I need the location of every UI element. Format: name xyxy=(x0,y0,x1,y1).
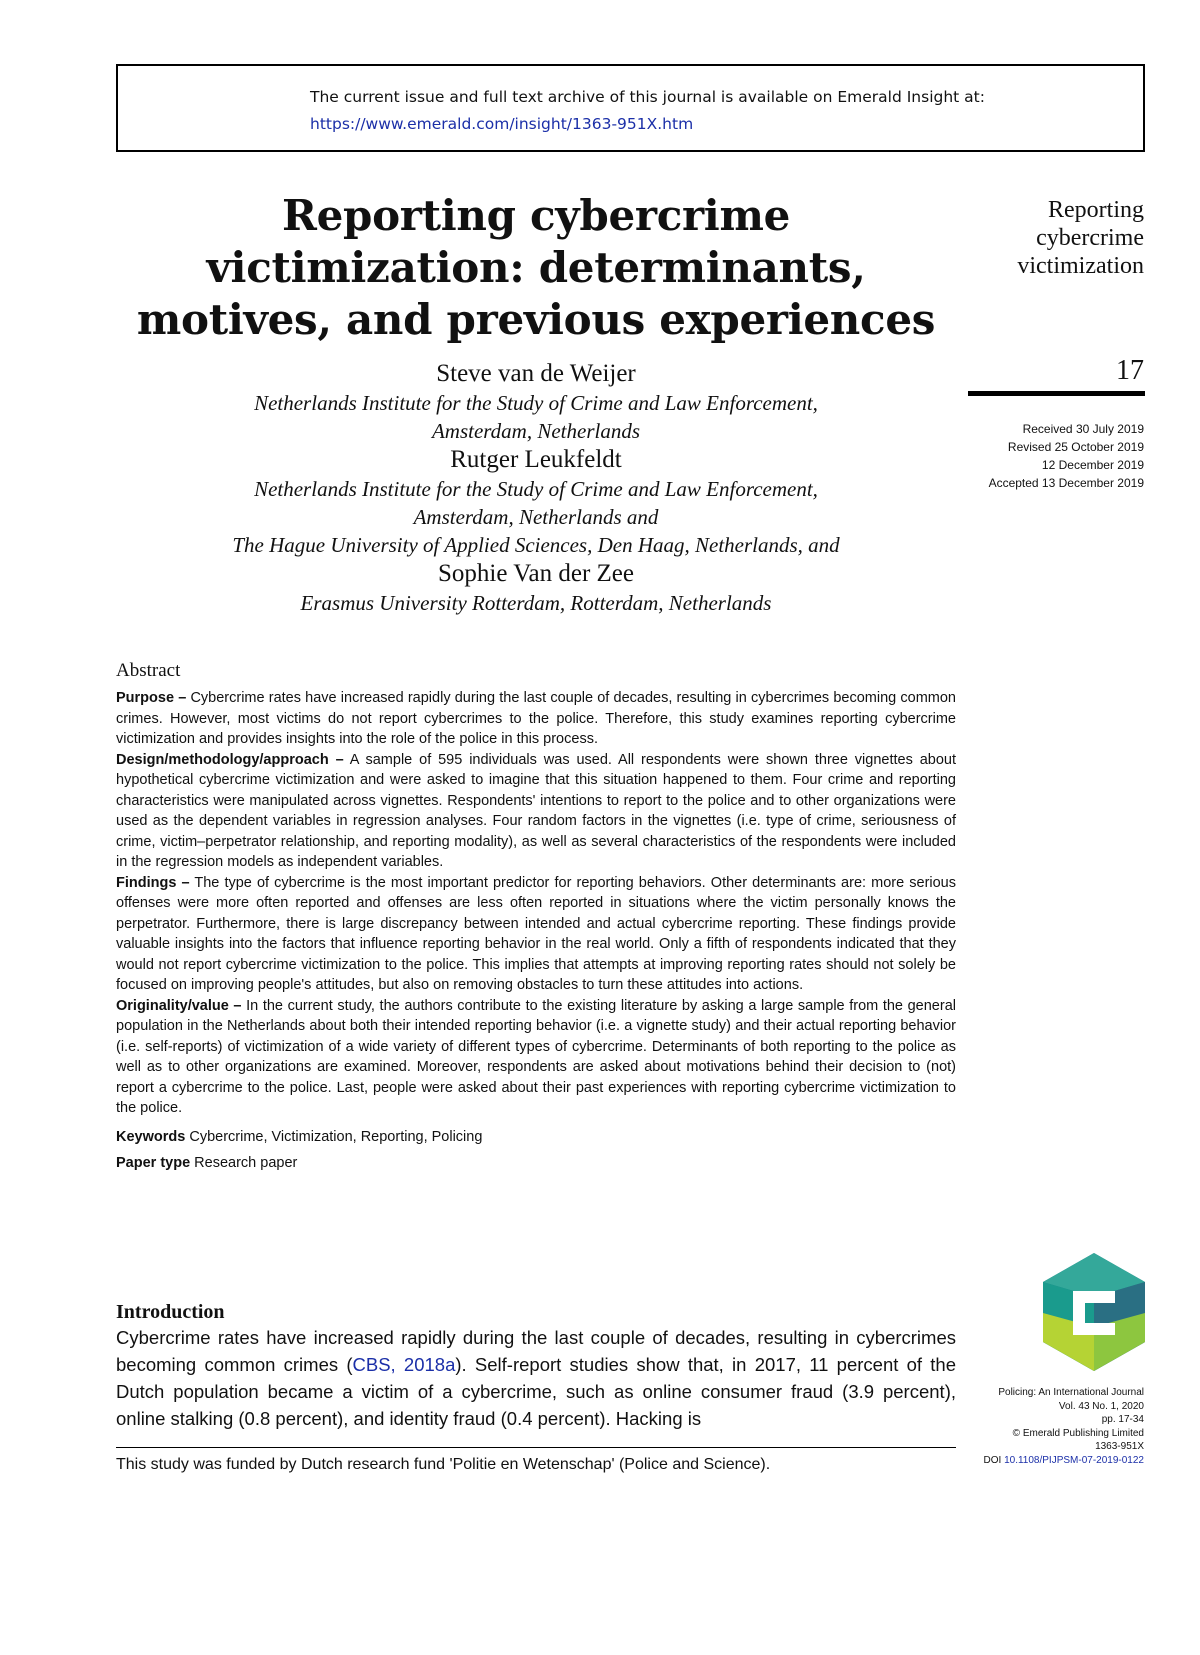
author-affiliation: Erasmus University Rotterdam, Rotterdam, Netherlands xyxy=(300,591,772,615)
journal-url-link[interactable]: https://www.emerald.com/insight/1363-951X.htm xyxy=(310,115,694,133)
side-divider xyxy=(968,391,1145,396)
citation-link[interactable]: CBS, 2018a xyxy=(352,1354,456,1375)
abstract-purpose: Purpose – Cybercrime rates have increased rapidly during the last couple of decades, resulting in cybercrimes becoming common crimes. However, most victims do not report cybercrimes to the police. Therefore, this study examines reporting cybercrime victimization and provides insights into the role of the police in this process. xyxy=(116,690,956,747)
abstract-originality: Originality/value – In the current study, the authors contribute to the existing literature by asking a large sample from the general population in the Netherlands about both their intended reporting behavior (i.e. a vignette study) and their actual reporting behavior (i.e. self-reports) of victimization of a wide variety of different types of cybercrime. Determinants of both reporting to the police as well as to other organizations are examined. Moreover, respondents are asked about motivations behind their decision to (not) report a cybercrime to the police. Last, people were asked about their past experiences with reporting cybercrime victimization to the police. xyxy=(116,997,956,1116)
author-name: Steve van de Weijer xyxy=(436,360,636,387)
author-block xyxy=(116,359,956,617)
introduction-heading: Introduction xyxy=(116,1301,225,1323)
doi-link[interactable]: 10.1108/PIJPSM-07-2019-0122 xyxy=(1004,1454,1144,1466)
availability-text: The current issue and full text archive of this journal is available on Emerald Insight at: xyxy=(310,88,985,106)
abstract-heading: Abstract xyxy=(116,660,181,681)
abstract-findings: Findings – The type of cybercrime is the most important predictor for reporting behaviors. Other determinants are: more serious offenses were more often reported and offenses are less often reported in situations where the victim personally knows the perpetrator. Furthermore, there is large discrepancy between intended and actual cybercrime reporting. These findings provide valuable insights into the factors that influence reporting behavior in the real world. Only a fifth of respondents indicated that they would not report cybercrime victimization to the police. This implies that attempts at improving reporting rates should not solely be focused on improving people's attitudes, but also on removing obstacles to turn these attitudes into actions. xyxy=(116,874,956,993)
journal-name: Policing: An International Journal xyxy=(998,1387,1144,1398)
author-affiliation: The Hague University of Applied Sciences, Den Haag, Netherlands, and xyxy=(232,533,840,557)
author-affiliation: Netherlands Institute for the Study of Crime and Law Enforcement, xyxy=(254,391,818,415)
abstract-design: Design/methodology/approach – A sample of 595 individuals was used. All respondents were shown three vignettes about hypothetical cybercrime victimization and were asked to imagine that this situation happened to them. Four crime and reporting characteristics were manipulated across vignettes. Respondents' intentions to report to the police and to other organizations were used as the dependent variables in regression analyses. Four random factors in the vignettes (i.e. type of crime, seriousness of crime, victim–perpetrator relationship, and reporting modality), as well as several characteristics of the respondents were included in the regression models as independent variables. xyxy=(116,751,956,870)
page-number: 17 xyxy=(1116,355,1144,386)
author-affiliation: Amsterdam, Netherlands and xyxy=(413,505,659,529)
funding-footnote: This study was funded by Dutch research fund 'Politie en Wetenschap' (Police and Science). xyxy=(116,1456,771,1473)
abstract-section xyxy=(116,660,956,1174)
introduction-paragraph: Cybercrime rates have increased rapidly during the last couple of decades, resulting in cybercrimes becoming common crimes (CBS, 2018a). Self-report studies show that, in 2017, 11 percent of the Dutch population became a victim of a cybercrime, such as online consumer fraud (3.9 percent), online stalking (0.8 percent), and identity fraud (0.4 percent). Hacking is xyxy=(116,1327,957,1429)
emerald-logo-icon xyxy=(1043,1253,1145,1371)
introduction-section xyxy=(116,1300,956,1432)
journal-info: Policing: An International Journal Vol. 43 No. 1, 2020 pp. 17-34 © Emerald Publishing Limited 1363-951X DOI 10.1108/PIJPSM-07-2019-0122 xyxy=(950,1386,1144,1467)
running-title: Reporting cybercrime victimization xyxy=(1017,197,1144,279)
journal-availability-box xyxy=(116,64,1145,152)
keywords: Keywords Cybercrime, Victimization, Reporting, Policing xyxy=(116,1128,483,1145)
article-title: Reporting cybercrime victimization: determinants, motives, and previous experiences xyxy=(136,191,936,344)
author-affiliation: Netherlands Institute for the Study of Crime and Law Enforcement, xyxy=(254,477,818,501)
footnote-divider xyxy=(116,1447,956,1448)
paper-type: Paper type Research paper xyxy=(116,1155,298,1171)
article-dates: Received 30 July 2019 Revised 25 October 2019 12 December 2019 Accepted 13 December 2019 xyxy=(988,422,1144,490)
author-affiliation: Amsterdam, Netherlands xyxy=(431,419,641,443)
author-name: Rutger Leukfeldt xyxy=(450,446,622,473)
author-name: Sophie Van der Zee xyxy=(437,560,634,587)
